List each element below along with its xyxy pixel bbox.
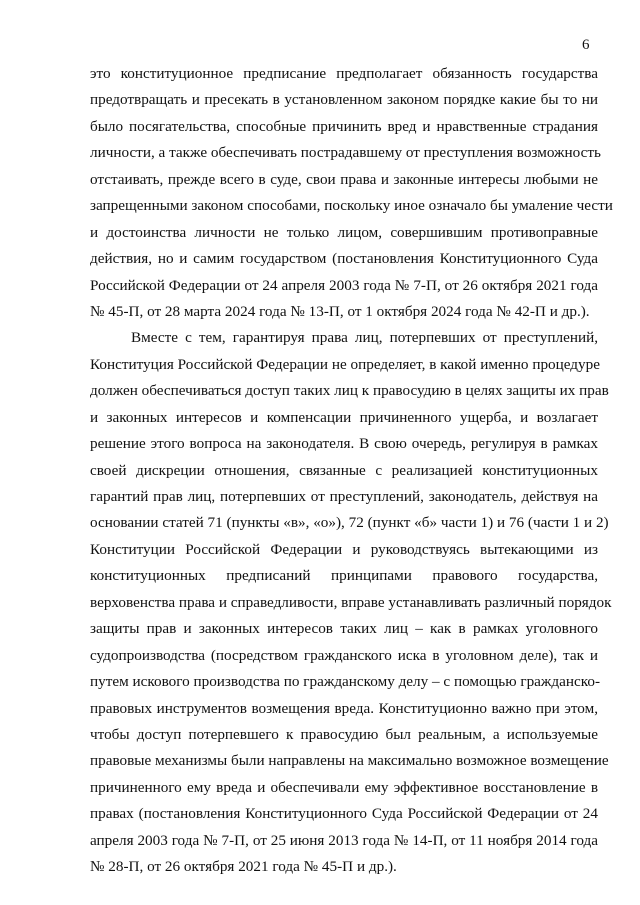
text-line: Вместе с тем, гарантируя права лиц, потерпевших от преступлений, xyxy=(131,329,598,347)
text-line: правах (постановления Конституционного Суда Российской Федерации от 24 xyxy=(90,805,598,823)
text-line: предотвращать и пресекать в установленном законом порядке какие бы то ни xyxy=(90,91,598,109)
text-line: гарантий прав лиц, потерпевших от преступлений, законодатель, действуя на xyxy=(90,488,598,505)
document-body xyxy=(90,61,613,881)
text-line: правовые механизмы были направлены на максимально возможное возмещение xyxy=(90,752,609,770)
text-line: и законных интересов и компенсации причиненного ущерба, и возлагает xyxy=(90,408,598,426)
text-line: запрещенными законом способами, поскольку иное означало бы умаление чести xyxy=(90,197,613,215)
text-line: отстаивать, прежде всего в суде, свои права и законные интересы любыми не xyxy=(90,170,598,188)
text-line: должен обеспечиваться доступ таких лиц к правосудию в целях защиты их прав xyxy=(90,382,609,400)
paragraph-2 xyxy=(90,325,612,880)
text-line: верховенства права и справедливости, вправе устанавливать различный порядок xyxy=(90,593,612,611)
text-line: чтобы доступ потерпевшего к правосудию был реальным, а используемые xyxy=(90,725,598,743)
page-number: 6 xyxy=(582,37,590,53)
text-line: Российской Федерации от 24 апреля 2003 года № 7-П, от 26 октября 2021 года xyxy=(90,276,598,294)
text-line: Конституции Российской Федерации и руководствуясь вытекающими из xyxy=(90,540,598,558)
text-line: и достоинства личности не только лицом, совершившим противоправные xyxy=(90,223,598,241)
text-line: действия, но и самим государством (постановления Конституционного Суда xyxy=(90,250,598,268)
text-line: защиты прав и законных интересов таких лиц – как в рамках уголовного xyxy=(90,620,598,638)
text-line: основании статей 71 (пункты «в», «о»), 72 (пункт «б» части 1) и 76 (части 1 и 2) xyxy=(90,514,609,532)
text-line: № 45-П, от 28 марта 2024 года № 13-П, от 1 октября 2024 года № 42-П и др.). xyxy=(90,302,590,320)
text-line: своей дискреции отношения, связанные с реализацией конституционных xyxy=(90,461,598,479)
text-line: Конституция Российской Федерации не определяет, в какой именно процедуре xyxy=(90,355,600,373)
text-line: путем искового производства по гражданскому делу – с помощью гражданско- xyxy=(90,673,601,691)
text-line: решение этого вопроса на законодателя. В свою очередь, регулируя в рамках xyxy=(90,435,598,453)
text-line: это конституционное предписание предполагает обязанность государства xyxy=(90,65,598,82)
text-line: личности, а также обеспечивать пострадавшему от преступления возможность xyxy=(90,144,601,162)
text-line: было посягательства, способные причинить вред и нравственные страдания xyxy=(90,117,598,135)
text-line: апреля 2003 года № 7-П, от 25 июня 2013 года № 14-П, от 11 ноября 2014 года xyxy=(90,831,598,849)
text-line: конституционных предписаний принципами правового государства, xyxy=(90,567,598,585)
paragraph-1 xyxy=(90,61,613,325)
text-line: судопроизводства (посредством гражданского иска в уголовном деле), так и xyxy=(90,646,598,664)
text-line: № 28-П, от 26 октября 2021 года № 45-П и др.). xyxy=(90,858,397,876)
text-line: правовых инструментов возмещения вреда. Конституционно важно при этом, xyxy=(90,699,598,717)
text-line: причиненного ему вреда и обеспечивали ему эффективное восстановление в xyxy=(90,778,598,796)
